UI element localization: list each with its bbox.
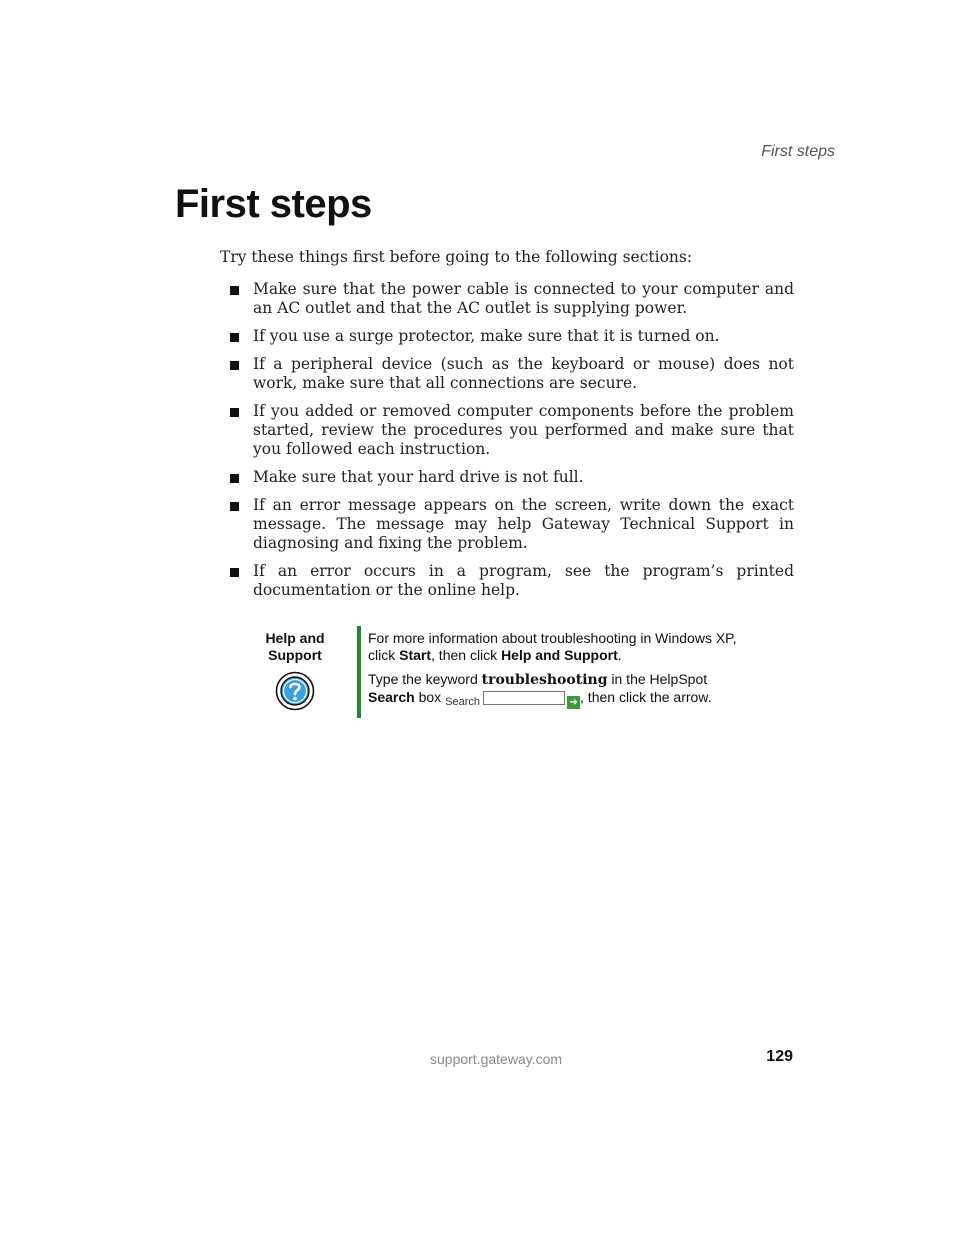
- list-item-text: If an error message appears on the screen, write down the exact message. The message may help Gateway Technical Support in diagnosing and fixing the problem.: [253, 496, 794, 552]
- list-item-text: Make sure that your hard drive is not full.: [253, 468, 584, 486]
- text-span: , then click the arrow.: [580, 689, 712, 705]
- list-item: [230, 402, 794, 459]
- bullet-square-icon: [230, 408, 239, 417]
- arrow-right-icon: ➔: [567, 696, 580, 709]
- bullet-square-icon: [230, 568, 239, 577]
- intro-text: Try these things first before going to the following sections:: [220, 248, 693, 266]
- list-item-text: If an error occurs in a program, see the program’s printed documentation or the online help.: [253, 562, 794, 599]
- text-span: For more information about troubleshooting in Windows XP, click: [368, 630, 737, 663]
- search-term: Search: [368, 689, 415, 705]
- text-span: box: [414, 689, 442, 705]
- help-question-icon: [275, 671, 315, 711]
- bullet-list: [230, 280, 794, 609]
- list-item-text: If you added or removed computer components before the problem started, review the procedures you performed and make sure that you followed each instruction.: [253, 402, 794, 458]
- bullet-square-icon: [230, 361, 239, 370]
- search-input-illustration: [483, 691, 565, 705]
- footer-url: support.gateway.com: [430, 1051, 563, 1067]
- list-item-text: If a peripheral device (such as the keyboard or mouse) does not work, make sure that all connections are secure.: [253, 355, 794, 392]
- page-title: First steps: [175, 182, 372, 226]
- keyword-term: troubleshooting: [481, 672, 608, 688]
- text-span: .: [617, 647, 622, 663]
- text-span: , then click: [431, 647, 502, 663]
- search-box-label: Search: [445, 696, 481, 708]
- running-head: First steps: [761, 143, 835, 160]
- text-span: in the HelpSpot: [607, 671, 708, 687]
- list-item: [230, 496, 794, 553]
- list-item-text: Make sure that the power cable is connected to your computer and an AC outlet and that the AC outlet is supplying power.: [253, 280, 794, 317]
- bullet-square-icon: [230, 333, 239, 342]
- bullet-square-icon: [230, 286, 239, 295]
- callout-label-line1: Help and: [265, 630, 325, 646]
- bullet-square-icon: [230, 502, 239, 511]
- start-menu-term: Start: [399, 647, 432, 663]
- callout-label: [255, 630, 335, 664]
- text-span: Type the keyword: [368, 671, 482, 687]
- callout-paragraph: [368, 630, 748, 664]
- list-item: [230, 355, 794, 393]
- help-and-support-term: Help and Support: [501, 647, 618, 663]
- list-item: [230, 468, 794, 487]
- callout-body: [368, 630, 748, 716]
- list-item-text: If you use a surge protector, make sure that it is turned on.: [253, 327, 720, 345]
- list-item: [230, 327, 794, 346]
- callout-label-line2: Support: [268, 647, 322, 663]
- callout-paragraph: [368, 671, 748, 709]
- callout-accent-bar: [357, 626, 361, 718]
- bullet-square-icon: [230, 474, 239, 483]
- list-item: [230, 280, 794, 318]
- page-number: 129: [766, 1048, 793, 1065]
- list-item: [230, 562, 794, 600]
